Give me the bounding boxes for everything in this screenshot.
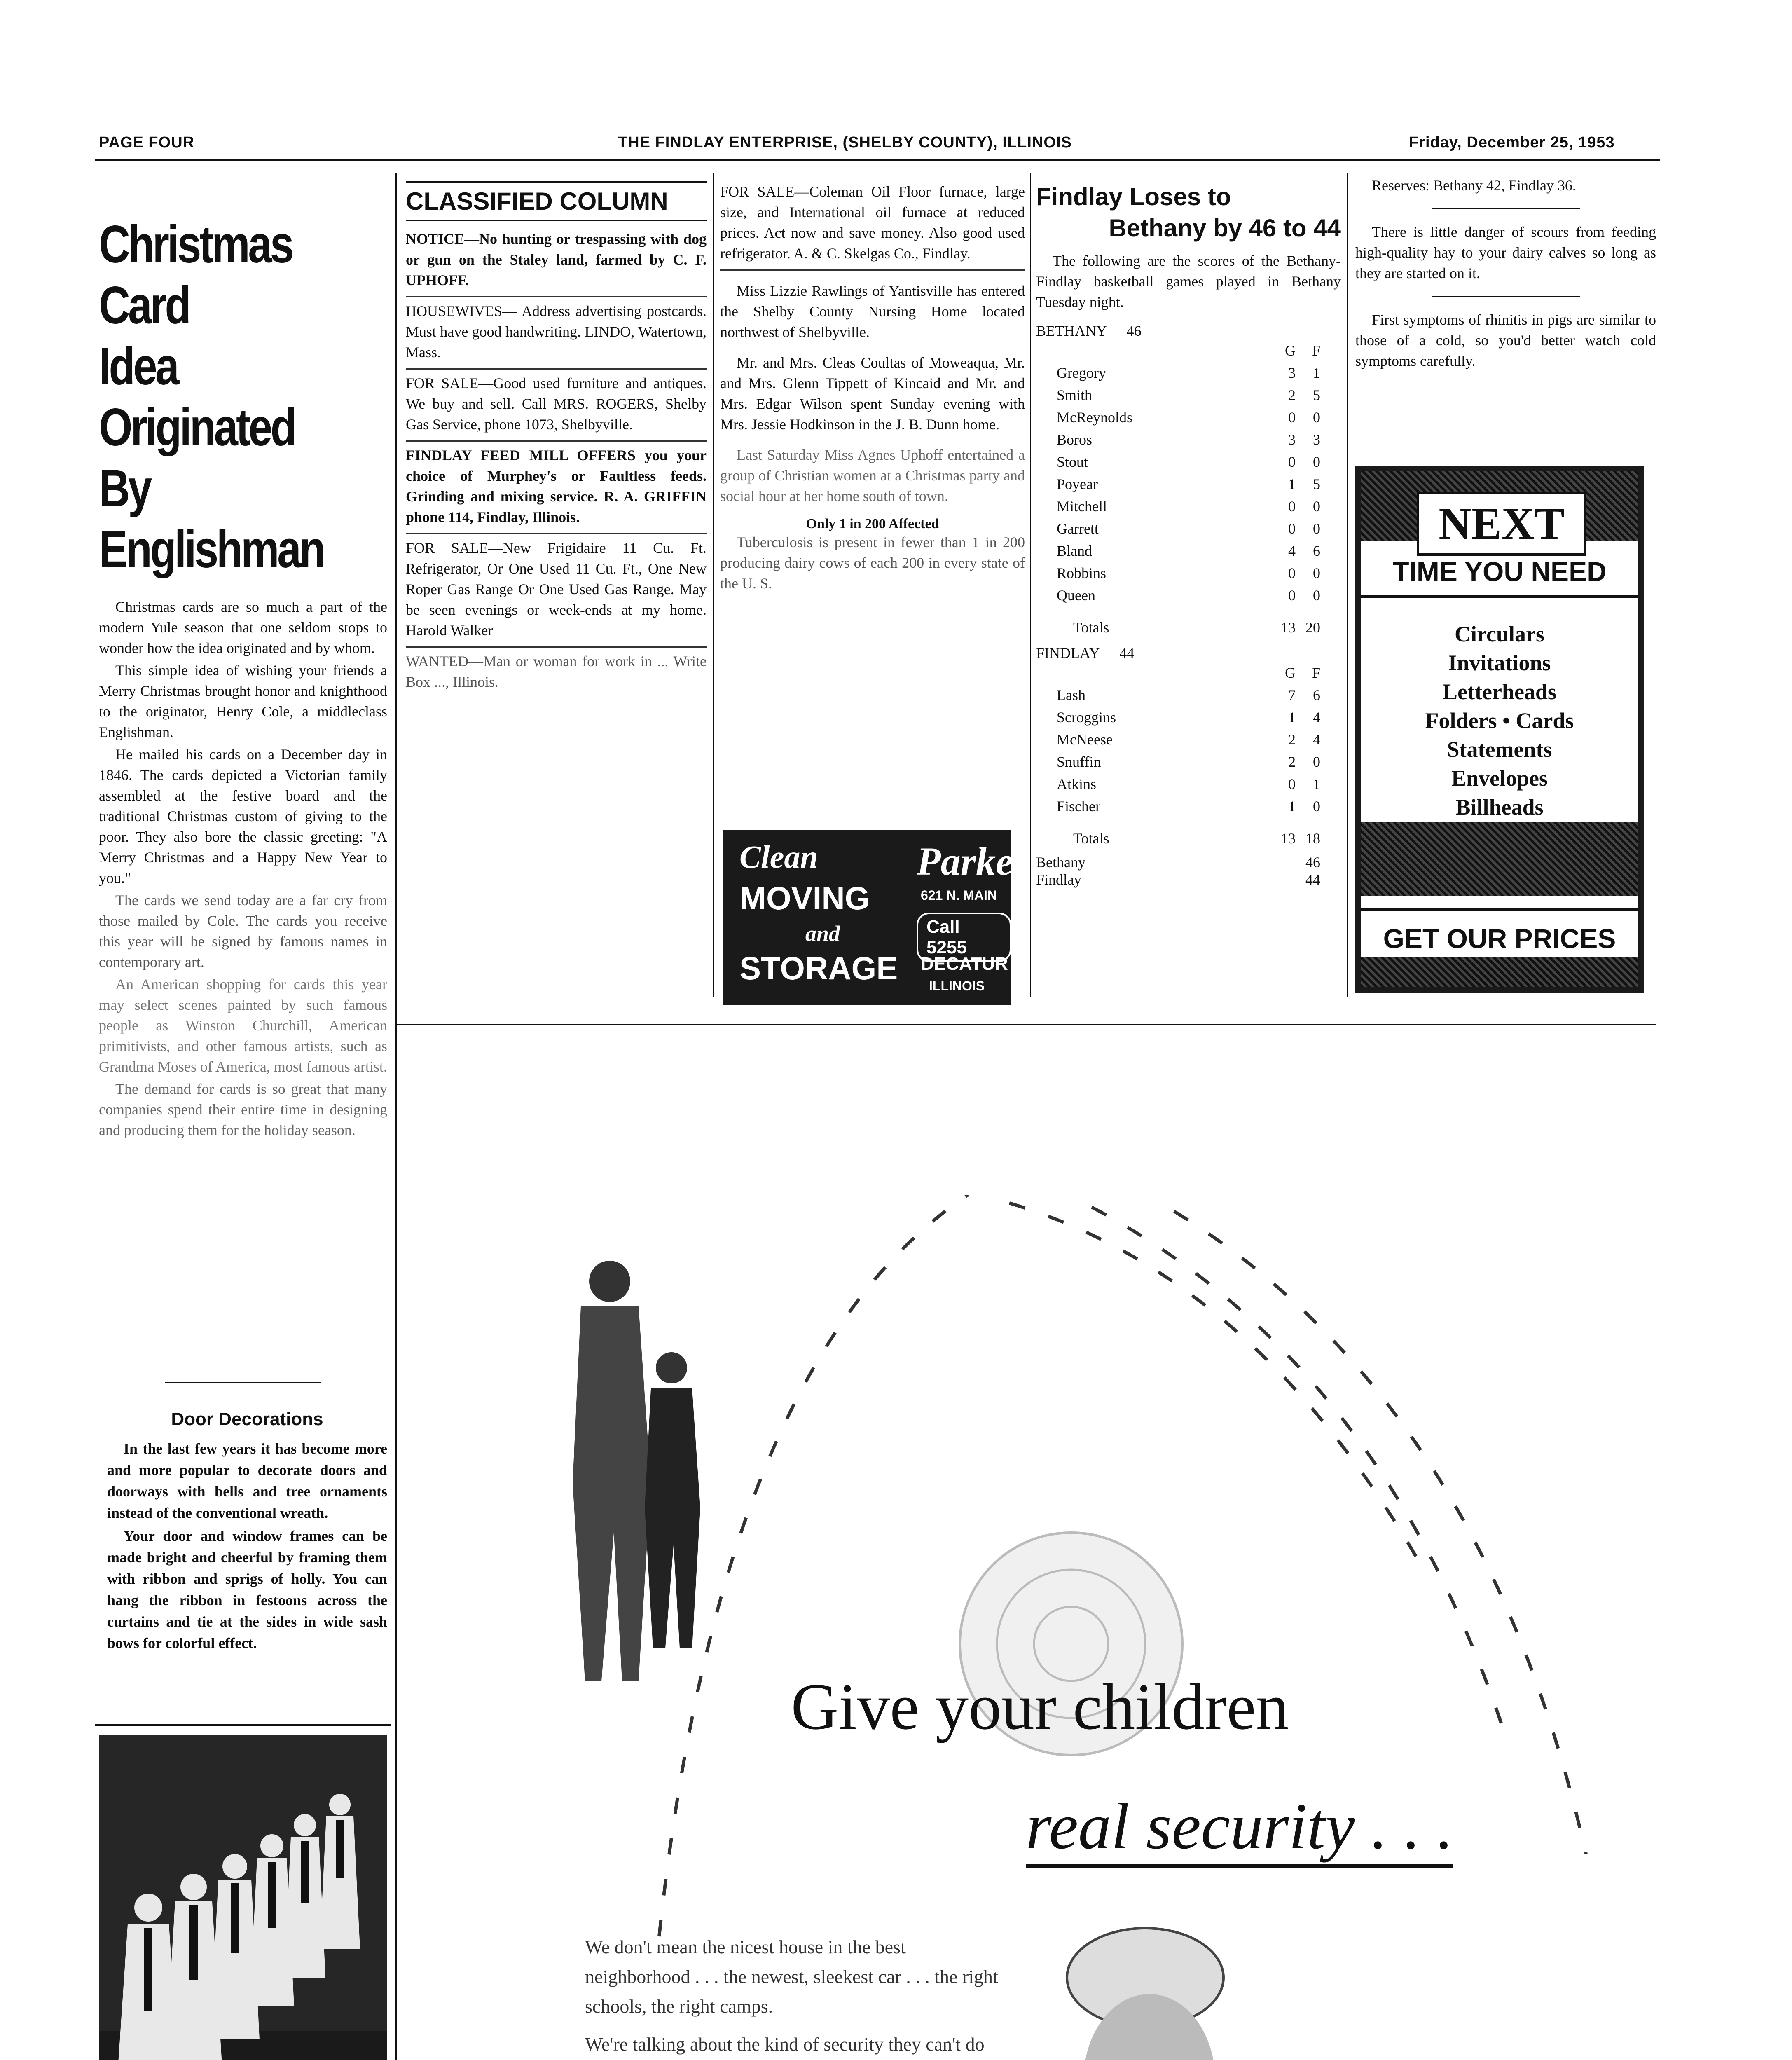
player-f: 6 <box>1313 543 1320 559</box>
photo-angels <box>99 1735 387 2060</box>
rhinitis-note: First symptoms of rhinitis in pigs are similar to those of a cold, so you'd better watch cold symptoms carefully. <box>1355 311 1656 369</box>
scours-note: There is little danger of scours from feeding high-quality hay to your dairy calves so long as they are started on it. <box>1355 224 1656 281</box>
table-row <box>1057 495 1320 517</box>
player-f: 3 <box>1313 431 1320 448</box>
player-f: 0 <box>1313 454 1320 470</box>
next-ad-item: Letterheads <box>1443 679 1556 704</box>
player-name: McReynolds <box>1057 409 1132 426</box>
door-decorations-body <box>107 1438 387 1654</box>
player-name: Mitchell <box>1057 498 1107 515</box>
next-ad-item: Folders • Cards <box>1425 708 1574 733</box>
totals-g: 13 <box>1281 830 1296 847</box>
lead-headline-line: Christmas Card <box>99 215 292 335</box>
table-row <box>1057 584 1320 606</box>
final-team: Findlay <box>1036 871 1082 888</box>
next-ad-next: NEXT <box>1417 492 1586 556</box>
table-row <box>1057 562 1320 584</box>
paragraph: We're talking about the kind of security they can't do <box>585 2034 985 2055</box>
door-decorations-title: Door Decorations <box>171 1409 323 1429</box>
classified-ad: HOUSEWIVES— Address advertising postcards. Must have good handwriting. LINDO, Watertown, Mass. <box>406 297 707 370</box>
column-rule <box>713 173 714 997</box>
player-f: 1 <box>1313 776 1320 792</box>
lead-story <box>99 214 387 1142</box>
classified-ad: NOTICE—No hunting or trespassing with dog or gun on the Staley land, farmed by C. F. UPHOFF. <box>406 225 707 297</box>
moving-storage-ad <box>723 830 1011 1005</box>
team-score: 44 <box>1119 645 1135 661</box>
team-findlay-header <box>1036 644 1341 662</box>
next-ad-item: Invitations <box>1448 651 1551 675</box>
table-row <box>1057 795 1320 817</box>
next-time-ad <box>1355 466 1644 993</box>
news-item: Last Saturday Miss Agnes Uphoff entertained a group of Christian women at a Christmas party and social hour at her home south of town. <box>720 447 1025 504</box>
moving-ad-moving: MOVING <box>739 880 870 916</box>
player-name: Fischer <box>1057 798 1100 815</box>
classified-title: CLASSIFIED COLUMN <box>406 181 707 221</box>
moving-ad-storage: STORAGE <box>739 950 898 986</box>
paragraph: An American shopping for cards this year may select scenes painted by such famous people as Winston Churchill, American primitivists, and other famous artists, such as Grandma Moses of America, most famous artist. <box>99 976 387 1075</box>
man-and-boy-figures <box>573 1261 700 1681</box>
table-row <box>1057 540 1320 562</box>
player-g: 7 <box>1288 687 1296 703</box>
player-f: 0 <box>1313 520 1320 537</box>
table-row <box>1057 751 1320 773</box>
player-f: 0 <box>1313 798 1320 815</box>
player-g: 3 <box>1288 365 1296 381</box>
final-team: Bethany <box>1036 854 1085 871</box>
table-row <box>1057 406 1320 428</box>
photo-top-rule <box>95 1724 391 1726</box>
column-rule <box>395 173 397 2060</box>
final-score: 44 <box>1305 871 1320 888</box>
moving-ad-city: DECATUR <box>921 954 1008 974</box>
faith-ad <box>474 1195 1648 2060</box>
moving-ad-clean: Clean <box>739 839 818 875</box>
news-item: Mr. and Mrs. Cleas Coultas of Moweaqua, Mr. and Mrs. Glenn Tippett of Kincaid and Mr. and Mrs. Edgar Wilson spent Sunday evening with Mrs. Jessie Hodkinson in the J. B. Dunn home. <box>720 354 1025 433</box>
player-name: Smith <box>1057 387 1093 403</box>
paragraph: This simple idea of wishing your friends a Merry Christmas brought honor and knighthood to the originator, Henry Cole, a middleclass Englishman. <box>99 662 387 740</box>
player-f: 1 <box>1313 365 1320 381</box>
classified-ad: WANTED—Man or woman for work in ... Write Box ..., Illinois. <box>406 653 707 690</box>
player-g: 1 <box>1288 798 1296 815</box>
player-f: 0 <box>1313 754 1320 770</box>
section-divider <box>1432 208 1580 209</box>
player-g: 0 <box>1288 776 1296 792</box>
player-name: Atkins <box>1057 776 1097 792</box>
tb-title: Only 1 in 200 Affected <box>806 516 939 531</box>
basketball-story <box>1036 181 1341 888</box>
right-column <box>1355 175 1656 384</box>
table-row <box>1057 384 1320 406</box>
player-name: Bland <box>1057 543 1092 559</box>
team-score: 46 <box>1126 323 1142 339</box>
page-number: PAGE FOUR <box>99 134 195 151</box>
player-name: Poyear <box>1057 476 1098 492</box>
column-f: F <box>1312 665 1320 681</box>
totals-f: 20 <box>1305 619 1320 636</box>
paragraph: In the last few years it has become more and more popular to decorate doors and doorways with bells and tree ornaments instead of the conventional wreath. <box>107 1440 387 1521</box>
player-g: 2 <box>1288 731 1296 748</box>
moving-ad-and: and <box>805 921 840 946</box>
table-header <box>1057 662 1320 684</box>
team-name: FINDLAY <box>1036 645 1100 661</box>
lead-headline-line: By Englishman <box>99 459 324 579</box>
next-ad-items <box>1361 620 1638 822</box>
player-g: 0 <box>1288 498 1296 515</box>
totals-row <box>1057 606 1320 639</box>
classified-column-2 <box>720 181 1025 604</box>
player-name: Lash <box>1057 687 1085 703</box>
next-ad-item: Envelopes <box>1451 766 1548 791</box>
column-f: F <box>1312 342 1320 359</box>
next-ad-time: TIME YOU NEED <box>1361 556 1638 598</box>
player-g: 2 <box>1288 754 1296 770</box>
masthead-rule <box>95 159 1660 161</box>
paragraph: Your door and window frames can be made bright and cheerful by framing them with ribbon and sprigs of holly. You can hang the ribbon in festoons across the curtains and tie at the sides in wide sash bows for colorful effect. <box>107 1528 387 1651</box>
player-name: Gregory <box>1057 365 1106 381</box>
team-bethany-header <box>1036 322 1341 339</box>
player-g: 0 <box>1288 520 1296 537</box>
player-name: Stout <box>1057 454 1088 470</box>
moving-ad-state: ILLINOIS <box>929 978 985 993</box>
basketball-headline: Findlay Loses to <box>1036 183 1231 211</box>
tb-text: Tuberculosis is present in fewer than 1 in 200 producing dairy cows of each 200 in every state of the U. S. <box>720 534 1025 592</box>
player-name: Scroggins <box>1057 709 1116 726</box>
player-f: 0 <box>1313 409 1320 426</box>
totals-label: Totals <box>1073 619 1109 636</box>
totals-label: Totals <box>1073 830 1109 847</box>
next-ad-cta: GET OUR PRICES <box>1361 908 1638 954</box>
section-divider <box>1432 296 1580 297</box>
door-decorations <box>107 1409 387 1654</box>
final-score: 46 <box>1305 854 1320 871</box>
player-g: 4 <box>1288 543 1296 559</box>
final-scores <box>1036 854 1320 888</box>
box-scores <box>1036 322 1341 888</box>
player-name: McNeese <box>1057 731 1113 748</box>
player-name: Snuffin <box>1057 754 1101 770</box>
next-ad-pattern <box>1361 957 1638 987</box>
player-g: 0 <box>1288 409 1296 426</box>
lead-headline <box>99 214 335 580</box>
table-row <box>1057 428 1320 451</box>
issue-date: Friday, December 25, 1953 <box>1409 134 1615 151</box>
player-g: 0 <box>1288 454 1296 470</box>
player-name: Garrett <box>1057 520 1099 537</box>
player-f: 5 <box>1313 476 1320 492</box>
totals-g: 13 <box>1281 619 1296 636</box>
player-g: 0 <box>1288 565 1296 581</box>
column-rule <box>1030 173 1031 997</box>
column-g: G <box>1285 665 1296 681</box>
moving-ad-company: Parke <box>917 839 1013 883</box>
player-f: 4 <box>1313 709 1320 726</box>
final-score-row <box>1036 871 1320 888</box>
table-row <box>1057 517 1320 540</box>
moving-ad-address: 621 N. MAIN <box>921 888 997 903</box>
paper-name: THE FINDLAY ENTERPRISE, (SHELBY COUNTY), ILLINOIS <box>618 134 1072 151</box>
player-f: 0 <box>1313 498 1320 515</box>
faith-ad-artwork <box>474 1195 1648 2060</box>
lead-story-body <box>99 597 387 1140</box>
next-ad-item: Circulars <box>1455 622 1544 646</box>
player-g: 2 <box>1288 387 1296 403</box>
player-g: 3 <box>1288 431 1296 448</box>
player-f: 6 <box>1313 687 1320 703</box>
faith-ad-headline: real security . . . <box>1026 1788 1453 1868</box>
basketball-intro: The following are the scores of the Bethany-Findlay basketball games played in Bethany Tuesday night. <box>1036 253 1341 310</box>
totals-f: 18 <box>1305 830 1320 847</box>
lead-headline-line: Idea Originated <box>99 337 295 457</box>
findlay-table <box>1057 662 1320 850</box>
player-g: 0 <box>1288 587 1296 604</box>
classified-ad: FINDLAY FEED MILL OFFERS you your choice of Murphey's or Faultless feeds. Grinding and mixing service. R. A. GRIFFIN phone 114, Findlay, Illinois. <box>406 442 707 534</box>
table-row <box>1057 706 1320 728</box>
news-item: Miss Lizzie Rawlings of Yantisville has entered the Shelby County Nursing Home located northwest of Shelbyville. <box>720 283 1025 340</box>
next-ad-item: Statements <box>1447 737 1552 762</box>
table-row <box>1057 728 1320 751</box>
player-name: Boros <box>1057 431 1093 448</box>
table-row <box>1057 473 1320 495</box>
column-g: G <box>1285 342 1296 359</box>
paragraph: Christmas cards are so much a part of the modern Yule season that one seldom stops to wonder how the idea originated and by whom. <box>99 599 387 656</box>
angels-photo-image <box>99 1735 387 2060</box>
classified-ad: FOR SALE—Good used furniture and antiques. We buy and sell. Call MRS. ROGERS, Shelby Gas Service, phone 1073, Shelbyville. <box>406 370 707 442</box>
classified-column <box>406 181 707 698</box>
table-row <box>1057 684 1320 706</box>
player-g: 1 <box>1288 709 1296 726</box>
player-name: Robbins <box>1057 565 1107 581</box>
player-name: Queen <box>1057 587 1095 604</box>
paragraph: We don't mean the nicest house in the best neighborhood . . . the newest, sleekest car . . . the right schools, the right camps. <box>585 1936 998 2017</box>
next-ad-pattern <box>1361 822 1638 896</box>
next-ad-item: Billheads <box>1455 795 1544 819</box>
player-f: 5 <box>1313 387 1320 403</box>
basketball-headline: Bethany by 46 to 44 <box>1109 214 1341 242</box>
section-divider <box>165 1382 321 1383</box>
paragraph: The demand for cards is so great that many companies spend their entire time in designing and producing them for the holiday season. <box>99 1081 387 1138</box>
final-score-row <box>1036 854 1320 871</box>
table-row <box>1057 451 1320 473</box>
column-rule <box>1347 173 1348 997</box>
player-f: 4 <box>1313 731 1320 748</box>
player-f: 0 <box>1313 587 1320 604</box>
faith-ad-headline: Give your children <box>791 1670 1289 1743</box>
paragraph: He mailed his cards on a December day in 1846. The cards depicted a Victorian family assembled at the festive board and the traditional Christmas custom of giving to the poor. They also bore the classic greeting: "A Merry Christmas and a Happy New Year to you." <box>99 746 387 886</box>
classified-ad: FOR SALE—Coleman Oil Floor furnace, large size, and International oil furnace at reduced prices. Act now and save money. Also good used refrigerator. A. & C. Skelgas Co., Findlay. <box>720 181 1025 271</box>
table-header <box>1057 339 1320 362</box>
section-rule <box>395 1024 1656 1025</box>
faith-ad-copy <box>585 1932 1005 2060</box>
classified-ad: FOR SALE—New Frigidaire 11 Cu. Ft. Refrigerator, Or One Used 11 Cu. Ft., One New Roper Gas Range Or One Used Gas Range. May be seen evenings or week-ends at my home. Harold Walker <box>406 534 707 648</box>
bethany-table <box>1057 339 1320 639</box>
player-g: 1 <box>1288 476 1296 492</box>
paragraph: The cards we send today are a far cry from those mailed by Cole. The cards you receive this year will be signed by famous names in contemporary art. <box>99 892 387 970</box>
reserves-note: Reserves: Bethany 42, Findlay 36. <box>1372 177 1576 194</box>
table-row <box>1057 362 1320 384</box>
totals-row <box>1057 817 1320 850</box>
moving-ad-phone: Call 5255 <box>917 913 1011 962</box>
team-name: BETHANY <box>1036 323 1107 339</box>
table-row <box>1057 773 1320 795</box>
player-f: 0 <box>1313 565 1320 581</box>
